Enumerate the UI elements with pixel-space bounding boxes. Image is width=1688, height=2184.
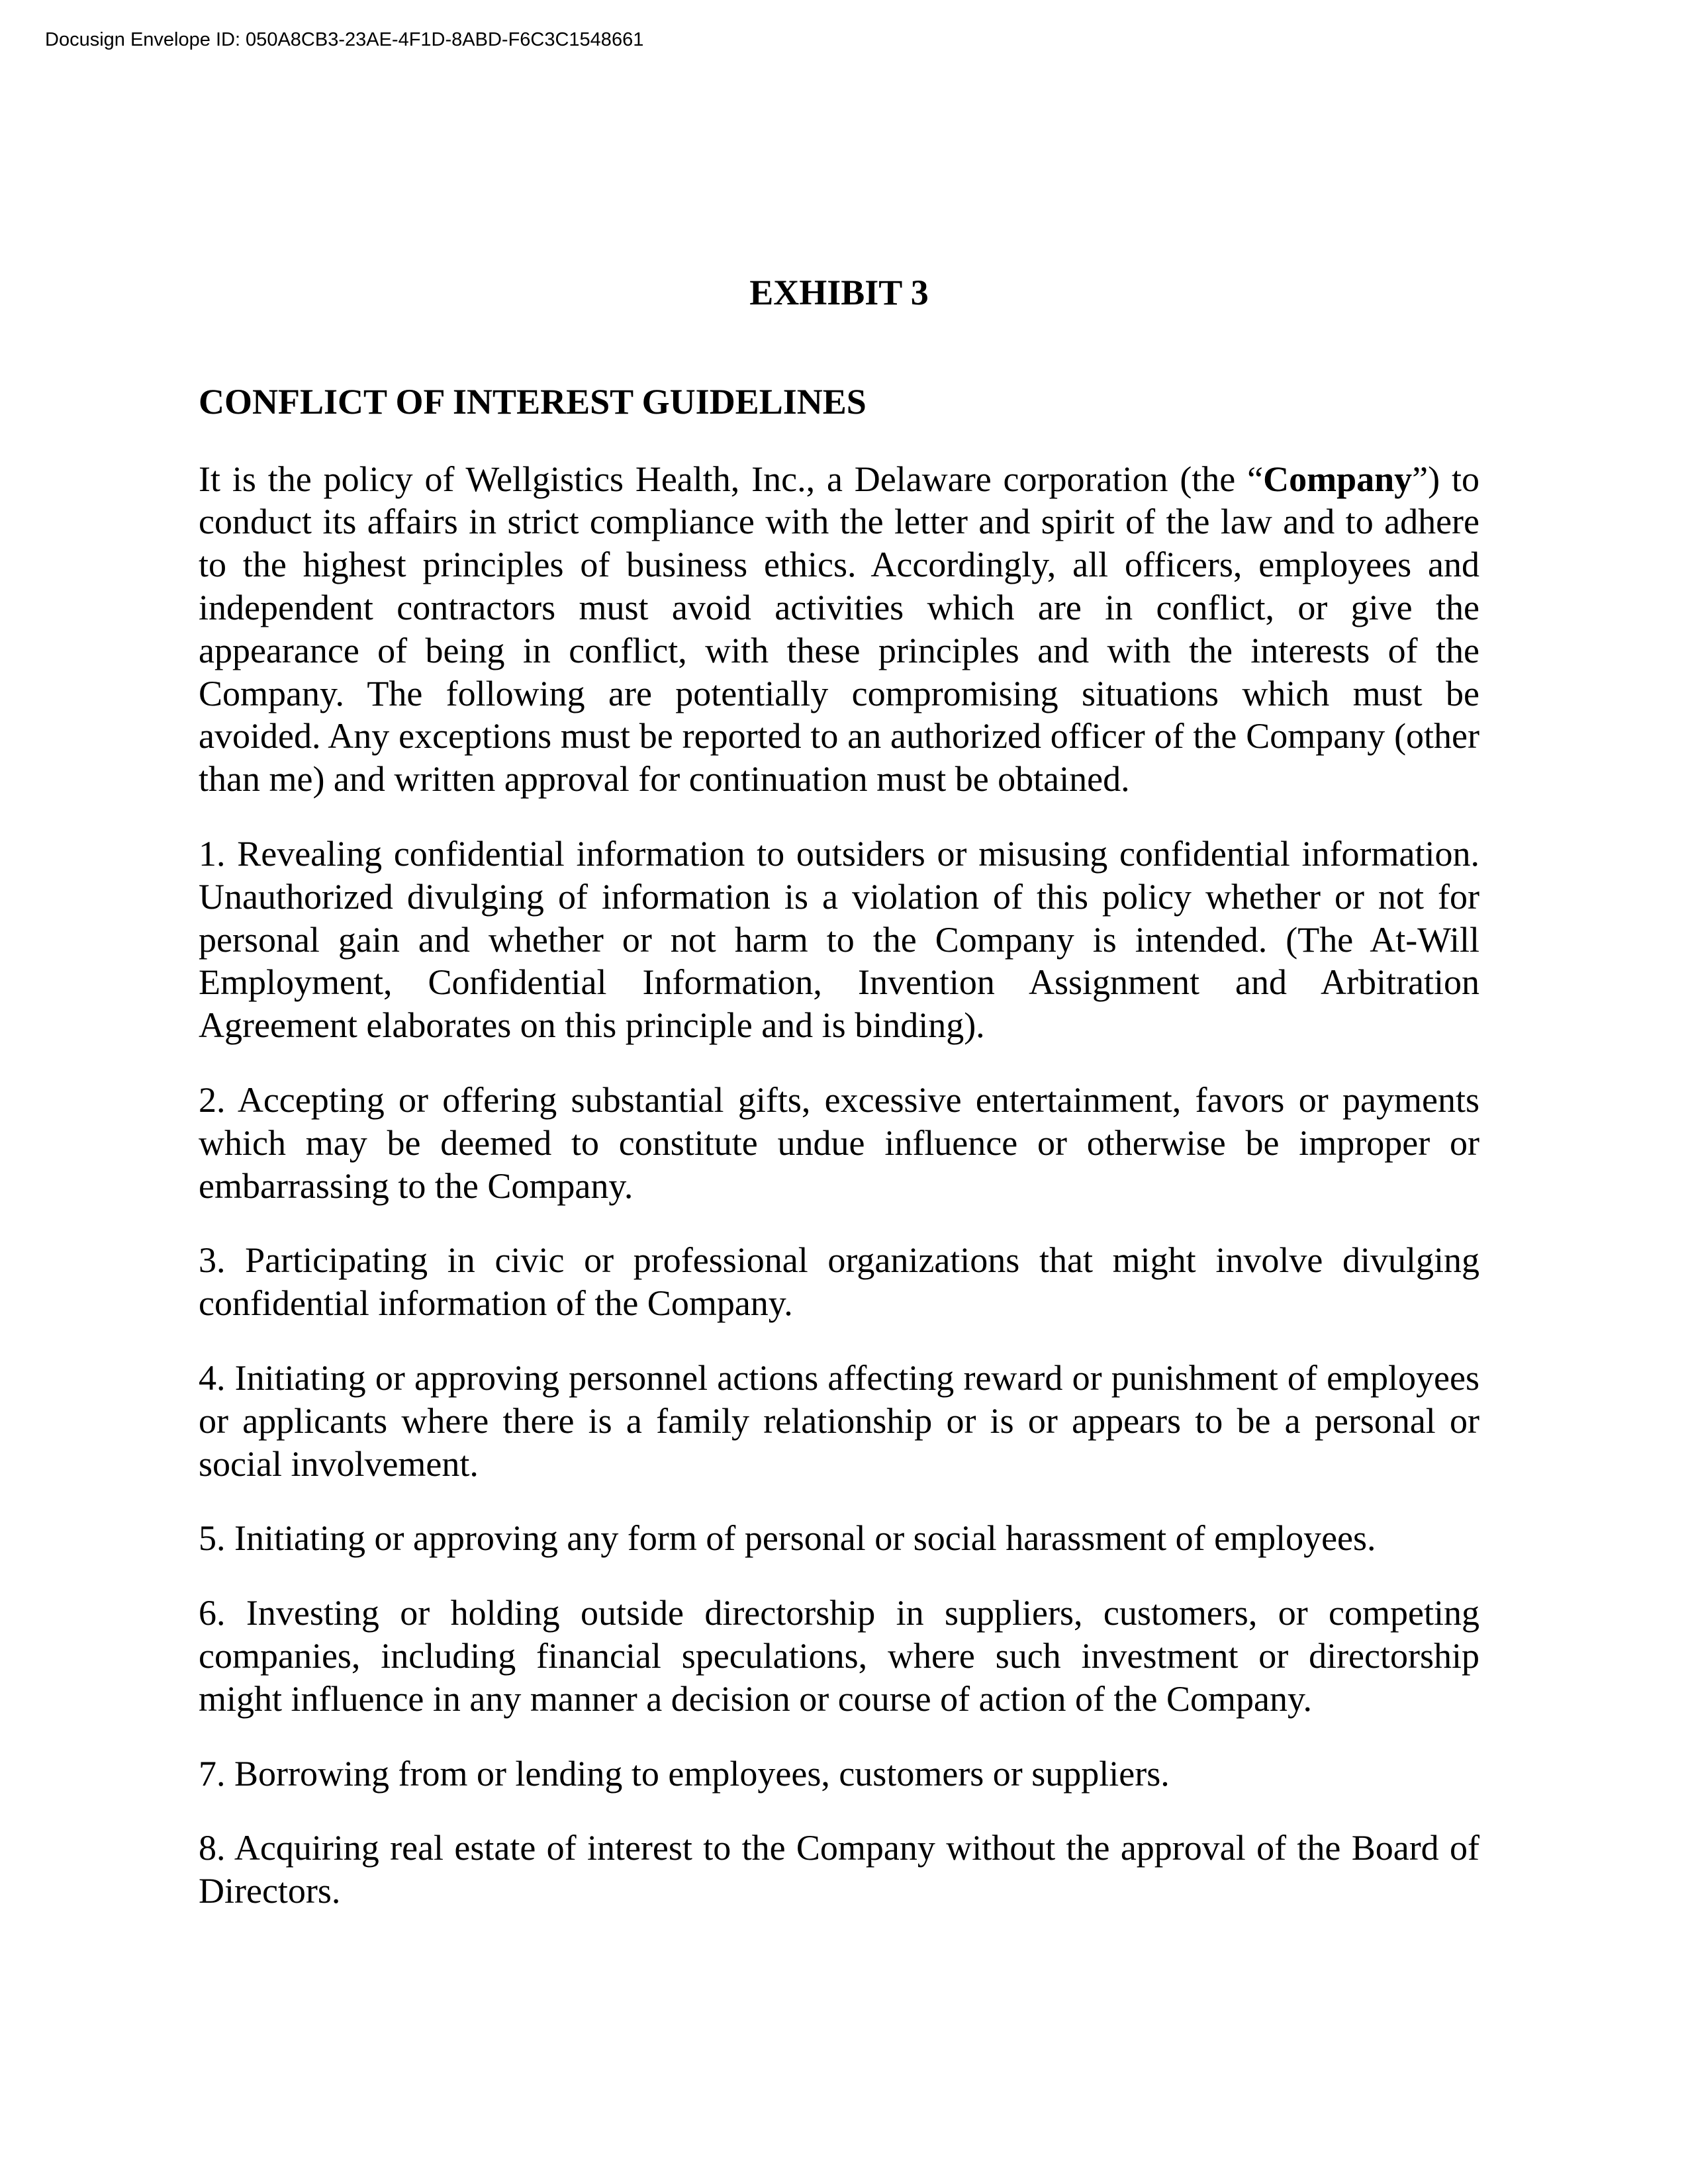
intro-text-rest: ”) to conduct its affairs in strict compliance with the letter and spirit of the law and to adhere to the highest principles of business ethics. Accordingly, all officers, employees and independent contractors must avoid activities which are in conflict, or give the appearance of being in conflict, with these principles and with the interests of the Company. The following are potentially compromising situations which must be avoided. Any exceptions must be reported to an authorized officer of the Company (other than me) and written approval for continuation must be obtained. — [199, 459, 1479, 799]
guideline-item-4: 4. Initiating or approving personnel actions affecting reward or punishment of employees or applicants where there is a family relationship or is or appears to be a personal or social involvement. — [199, 1357, 1479, 1484]
guideline-item-7: 7. Borrowing from or lending to employees, customers or suppliers. — [199, 1753, 1170, 1794]
guideline-item-1: 1. Revealing confidential information to outsiders or misusing confidential information. Unauthorized divulging of information is a violation of this policy whether or not for personal gain and whether or not harm to the Company is intended. (The At-Will Employment, Confidential Information, Invention Assignment and Arbitration Agreement elaborates on this principle and is binding). — [199, 833, 1479, 1046]
document-body — [199, 271, 1479, 1913]
exhibit-title: EXHIBIT 3 — [749, 273, 929, 312]
guideline-item-3: 3. Participating in civic or professional organizations that might involve divulging confidential information of the Company. — [199, 1240, 1479, 1324]
guideline-item-5: 5. Initiating or approving any form of personal or social harassment of employees. — [199, 1518, 1376, 1559]
guideline-item-6: 6. Investing or holding outside directorship in suppliers, customers, or competing companies, including financial speculations, where such investment or directorship might influence in any manner a decision or course of action of the Company. — [199, 1593, 1479, 1719]
defined-term-company: Company — [1263, 459, 1413, 499]
guideline-item-8: 8. Acquiring real estate of interest to the Company without the approval of the Board of Directors. — [199, 1828, 1479, 1911]
intro-text-start: It is the policy of Wellgistics Health, Inc., a Delaware corporation (the “ — [199, 459, 1264, 499]
envelope-id: Docusign Envelope ID: 050A8CB3-23AE-4F1D-8ABD-F6C3C1548661 — [45, 29, 644, 50]
section-heading: CONFLICT OF INTEREST GUIDELINES — [199, 381, 867, 422]
guideline-item-2: 2. Accepting or offering substantial gifts, excessive entertainment, favors or payments which may be deemed to constitute undue influence or otherwise be improper or embarrassing to the Company. — [199, 1079, 1479, 1206]
intro-paragraph — [199, 458, 1479, 801]
